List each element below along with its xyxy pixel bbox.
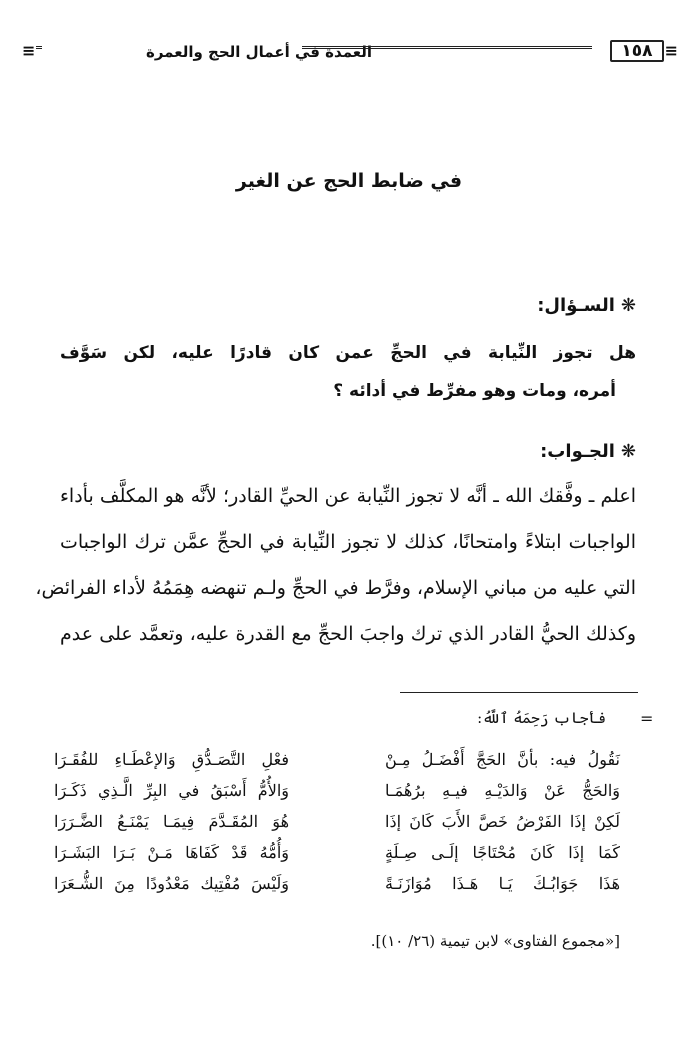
footnote-intro: فأجاب رَحِمَهُ ٱللَّهُ: — [477, 709, 606, 727]
poem-verse — [54, 750, 620, 781]
running-header — [20, 36, 678, 66]
footnote-continuation-mark: = — [640, 709, 654, 728]
verse-first-hemistich: كَمَا إذَا كَانَ مُحْتَاجًا إلَـى صِـلَةٍ — [385, 843, 620, 862]
poem-verse — [54, 843, 620, 874]
poem-verse — [54, 781, 620, 812]
question-line-2: أمره، ومات وهو مفرِّط في أدائه ؟ — [333, 381, 616, 401]
book-title: العمدة في أعمال الحج والعمرة — [146, 43, 372, 61]
header-rule-left — [36, 46, 42, 49]
star-marker-icon: ❋ — [620, 441, 636, 462]
poem-verse — [54, 812, 620, 843]
footnote-reference: [«مجموع الفتاوى» لابن تيمية (٢٦/ ١٠)]. — [370, 932, 620, 950]
answer-line-1: اعلم ـ وفَّقك الله ـ أنَّه لا تجوز النِّيابة عن الحيِّ القادر؛ لأنَّه هو المكلَّف بأداء — [60, 485, 636, 507]
footnote-separator — [400, 692, 638, 693]
verse-second-hemistich: هُوَ المُقَـدَّمَ فِيمَـا يَمْنَـعُ الضَّـرَرَا — [54, 812, 289, 831]
question-label: السـؤال: — [537, 295, 615, 316]
answer-line-2: الواجبات ابتلاءً وامتحانًا، كذلك لا تجوز النِّيابة في الحجِّ عمَّن ترك الواجبات — [60, 531, 636, 553]
answer-line-3: التي عليه من مباني الإسلام، وفرَّط في الحجِّ ولـم تنهضه هِمَمُهُ لأداء الفرائض، — [35, 577, 636, 599]
star-marker-icon: ❋ — [620, 295, 636, 316]
verse-second-hemistich: فعْلِ التَّصَـدُّقِ وَالإعْطَـاءِ للفُقَـرَا — [54, 750, 289, 769]
verse-first-hemistich: لَكِنْ إذَا الفَرْضُ خَصَّ الأَبَ كَانَ إذَا — [385, 812, 620, 831]
verse-second-hemistich: وَأُمُّهُ قَدْ كَفَاهَا مَـنْ بَـرَا البَشَـرَا — [54, 843, 289, 862]
answer-line-4: وكذلك الحيُّ القادر الذي ترك واجبَ الحجِّ مع القدرة عليه، وتعمَّد على عدم — [60, 623, 636, 645]
verse-first-hemistich: نَقُولُ فيه: بأنَّ الحَجَّ أَفْضَـلُ مِـنْ — [385, 750, 620, 769]
header-end-mark: ≡ — [22, 41, 36, 60]
footnote-poem — [54, 750, 620, 905]
verse-first-hemistich: هَذَا جَوَابُـكَ يَـا هَـذَا مُوَازَنَـةً — [385, 874, 620, 893]
page-number: ١٥٨ — [610, 40, 664, 62]
header-rule-center — [302, 46, 592, 49]
chapter-title: في ضابط الحج عن الغير — [235, 170, 463, 192]
answer-heading — [540, 441, 636, 462]
verse-second-hemistich: وَالأُمُّ أَسْبَقُ في البِرِّ الَّـذِي ذَكَـرَا — [54, 781, 289, 800]
question-heading — [537, 295, 636, 316]
verse-second-hemistich: وَلَيْسَ مُفْتِيك مَعْدُودًا مِنَ الشُّـعَرَا — [54, 874, 289, 893]
poem-verse — [54, 874, 620, 905]
question-line-1: هل تجوز النِّيابة في الحجِّ عمن كان قادرًا عليه، لكن سَوَّف — [60, 343, 636, 363]
answer-label: الجـواب: — [540, 441, 615, 462]
verse-first-hemistich: وَالحَجُّ عَنْ وَالدَيْـهِ فيـهِ برُهُمَـا — [385, 781, 620, 800]
header-start-mark: ≡ — [664, 41, 678, 60]
